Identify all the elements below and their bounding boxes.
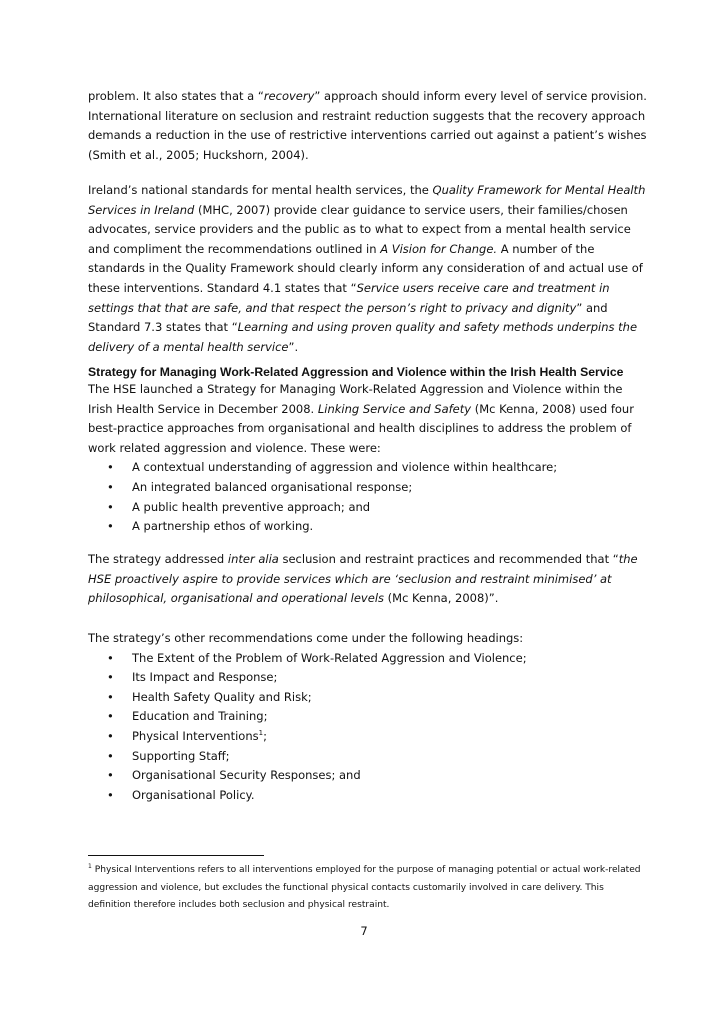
paragraph-strategy — [88, 380, 648, 458]
list-item-text: Organisational Policy. — [132, 787, 255, 802]
list-item-text: Health Safety Quality and Risk; — [132, 689, 312, 704]
text-run: (Mc Kenna, 2008) used four best-practice approaches from organisational and health disciplines to address the problem of work related aggression and violence. These were: — [88, 401, 634, 455]
paragraph-recovery — [88, 87, 648, 165]
text-run: problem. It also states that a “ — [88, 89, 264, 103]
recommendations-list — [88, 649, 648, 806]
list-item — [88, 517, 648, 537]
emphasis-inter-alia: inter alia — [227, 552, 279, 566]
approaches-list — [88, 458, 648, 536]
list-item — [88, 727, 648, 747]
list-item — [88, 649, 648, 669]
footnote-text: Physical Interventions refers to all interventions employed for the purpose of managing potential or actual work-related aggression and violence, but excludes the functional physical contacts customarily involved in care delivery. This definition therefore includes both seclusion and physical restraint. — [88, 865, 641, 910]
paragraph-inter-alia — [88, 550, 648, 609]
text-run: Ireland’s national standards for mental health services, the — [88, 183, 433, 197]
bullet-icon: • — [107, 519, 114, 534]
bullet-icon: • — [107, 499, 114, 514]
list-item-text: The Extent of the Problem of Work-Related Aggression and Violence; — [132, 650, 527, 665]
bullet-icon: • — [107, 748, 114, 763]
recommendations-section — [88, 629, 648, 805]
list-item-text: A contextual understanding of aggression and violence within healthcare; — [132, 460, 558, 475]
text-run: seclusion and restraint practices and recommended that “ — [278, 552, 619, 566]
text-run: The HSE launched a Strategy for Managing Work-Related Aggression and Violence within the Irish Health Service in December 2008. — [88, 382, 623, 416]
bullet-icon: • — [107, 689, 114, 704]
bullet-icon: • — [107, 728, 114, 743]
emphasis-standard-4-1: Service users receive care and treatment in settings that that are safe, and that respect the person’s right to privacy and dignity — [88, 280, 610, 315]
bullet-icon: • — [107, 479, 114, 494]
text-run: ; — [263, 728, 267, 743]
text-run: ” and Standard 7.3 states that “ — [88, 300, 608, 335]
footnote-divider — [88, 855, 264, 856]
text-run: ”. — [288, 339, 299, 354]
footnote-mark: 1 — [88, 863, 92, 870]
bullet-icon: • — [107, 460, 114, 475]
emphasis-hse-quote: the HSE proactively aspire to provide services which are ‘seclusion and restraint minimised’ at philosophical, organisational and operational levels — [88, 552, 638, 606]
emphasis-vision-for-change: A Vision for Change. — [380, 241, 498, 256]
emphasis-quality-framework: Quality Framework for Mental Health Services in Ireland — [88, 183, 646, 217]
section-heading: Strategy for Managing Work-Related Aggression and Violence within the Irish Health Service — [88, 365, 624, 379]
bullet-icon: • — [107, 709, 114, 724]
text-run: ” approach should inform every level of service provision. International literature on seclusion and restraint reduction suggests that the recovery approach demands a reduction in the use of restrictive interventions carried out against a patient’s wishes (Smith et al., 2005; Huckshorn, 2004). — [88, 89, 647, 162]
footnote — [88, 862, 648, 915]
list-item — [88, 766, 648, 786]
paragraph-recommendations: The strategy’s other recommendations come under the following headings: — [88, 631, 524, 645]
strategy-section — [88, 380, 648, 537]
list-item — [88, 747, 648, 767]
bullet-icon: • — [107, 787, 114, 802]
paragraph-quality-framework — [88, 181, 648, 357]
list-item — [88, 498, 648, 518]
list-item-text: Education and Training; — [132, 709, 268, 724]
footnote-reference[interactable]: 1 — [258, 728, 264, 737]
emphasis-recovery: recovery — [263, 89, 315, 103]
list-item — [88, 478, 648, 498]
list-item-text: Physical Interventions — [132, 728, 259, 743]
list-item — [88, 458, 648, 478]
text-run: The strategy addressed — [88, 552, 228, 566]
list-item-text: An integrated balanced organisational response; — [132, 479, 413, 494]
list-item-text: Its Impact and Response; — [132, 670, 278, 685]
emphasis-linking-service: Linking Service and Safety — [317, 401, 472, 416]
list-item — [88, 707, 648, 727]
list-item — [88, 668, 648, 688]
list-item — [88, 786, 648, 806]
text-run: (MHC, 2007) provide clear guidance to service users, their families/chosen advocates, service providers and the public as to what to expect from a mental health service and compliment the recommendations outlined in — [88, 202, 631, 256]
bullet-icon: • — [107, 650, 114, 665]
list-item-text: A public health preventive approach; and — [132, 499, 371, 514]
list-item-text: A partnership ethos of working. — [132, 519, 314, 534]
list-item — [88, 688, 648, 708]
emphasis-standard-7-3: Learning and using proven quality and safety methods underpins the delivery of a mental health service — [88, 320, 638, 354]
list-item-text: Organisational Security Responses; and — [132, 768, 361, 783]
bullet-icon: • — [107, 768, 114, 783]
bullet-icon: • — [107, 670, 114, 685]
page-number: 7 — [360, 924, 368, 938]
text-run: A number of the standards in the Quality Framework should clearly inform any consideration of and actual use of these interventions. Standard 4.1 states that “ — [88, 241, 643, 295]
text-run: (Mc Kenna, 2008)”. — [384, 591, 499, 606]
list-item-text: Supporting Staff; — [132, 748, 230, 763]
